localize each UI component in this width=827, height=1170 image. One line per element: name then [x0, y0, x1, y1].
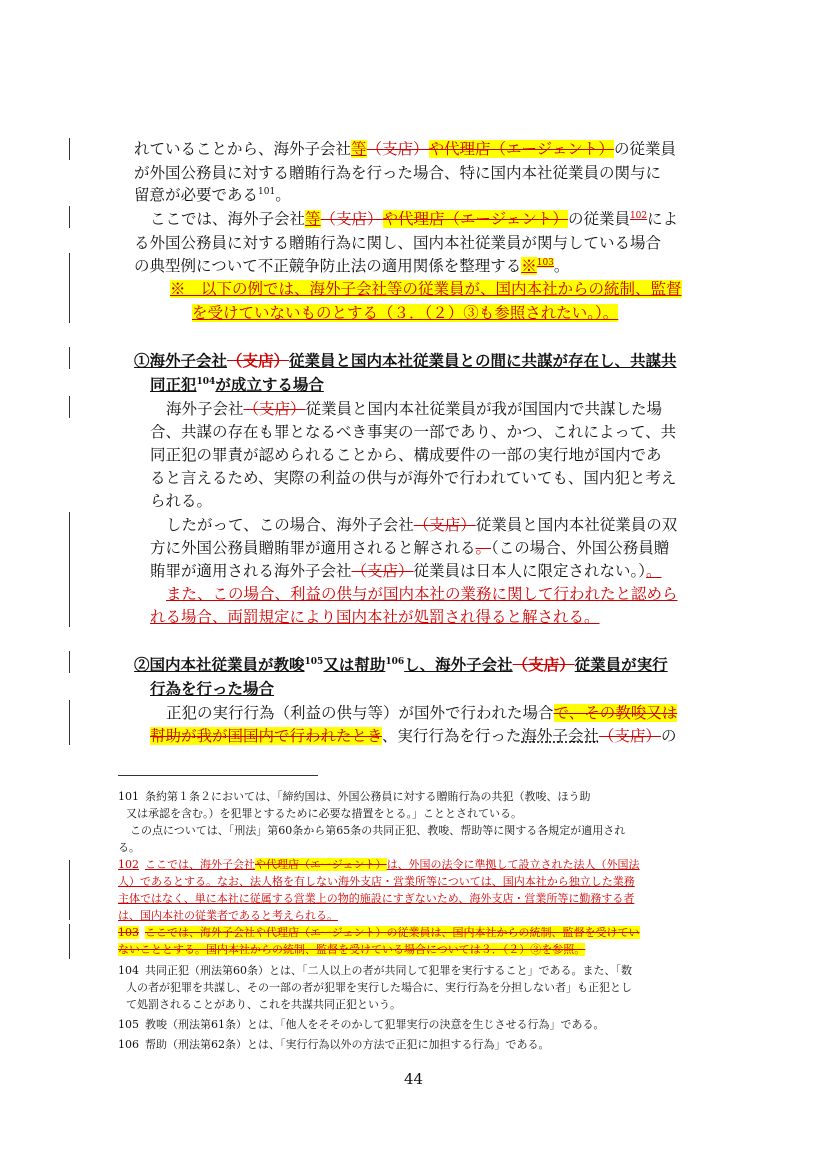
change-bar	[69, 700, 70, 745]
note-line	[192, 302, 709, 324]
text: 方に外国公務員贈賄罪が適用されると解される	[150, 539, 476, 557]
text-line	[150, 514, 709, 536]
section-heading	[150, 374, 709, 396]
text-line	[134, 162, 709, 184]
heading-text: 又は幇助	[323, 655, 386, 674]
footnote-number: 104	[118, 964, 139, 977]
heading-text: ①海外子会社	[134, 351, 228, 370]
text-line	[150, 398, 709, 420]
inserted-text: は、国内本社の従業者であると考えられる。	[118, 909, 338, 922]
text-line	[134, 184, 709, 206]
inserted-text: 等	[305, 210, 321, 228]
footnote-103	[118, 924, 709, 941]
footnote-102	[118, 890, 709, 907]
heading-text: 従業員が実行	[574, 655, 668, 674]
inserted-note: を受けていないものとする（３．（２）③も参照されたい。）。	[192, 304, 619, 322]
footnote-101	[118, 788, 709, 805]
change-bar	[69, 651, 70, 673]
footnote-text: 条約第１条２においては、「締約国は、外国公務員に対する贈賄行為の共犯（教唆、ほう助	[145, 790, 591, 803]
footnote-101	[126, 805, 709, 822]
deleted-text: （支店）	[413, 516, 476, 534]
text: れていることから、海外子会社	[134, 140, 352, 158]
heading-text: ②国内本社従業員が教唆	[134, 655, 305, 674]
inserted-text: また、この場合、利益の供与が国内本社の業務に関して行われたと認めら	[166, 585, 678, 603]
inserted-text: 。	[646, 562, 662, 580]
text-line	[150, 490, 709, 512]
section-heading	[134, 350, 709, 372]
text-line	[150, 583, 709, 605]
footnote-103	[118, 941, 709, 958]
deleted-text: や代理店（エージェント）	[428, 140, 614, 158]
deleted-text: ここでは、海外子会社や代理店（エージェント）の従業員は、国内本社からの統制、監督を受けてい	[145, 926, 640, 939]
page-number: 44	[403, 1070, 424, 1088]
text-line	[150, 560, 709, 582]
heading-text: 従業員と国内本社従業員との間に共謀が存在し、共謀共	[289, 351, 677, 370]
change-bar	[69, 512, 70, 627]
footnote-number: 102	[118, 858, 139, 871]
footnote-105	[118, 1016, 709, 1033]
text: 留意が必要である	[134, 186, 259, 204]
text: したがって、この場合、海外子会社	[166, 516, 414, 534]
text-line	[150, 467, 709, 489]
footnote-text: 人の者が犯罪を共謀し、その一部の者が犯罪を実行した場合に、実行行為を分担しない者」も正犯とし	[126, 981, 632, 994]
footnote-104	[118, 962, 709, 979]
footnote-101	[118, 839, 709, 856]
text: （この場合、外国公務員贈	[491, 539, 670, 557]
text: 、実行行為を行った	[381, 727, 522, 745]
text-line	[134, 255, 709, 277]
heading-text: 同正犯	[150, 375, 197, 394]
text-line	[134, 208, 709, 230]
footnote-separator	[118, 775, 318, 776]
footnote-text: この点については、「刑法」第60条から第65条の共同正犯、教唆、帮助等に関する各規定が適用され	[130, 824, 626, 837]
deleted-text: （支店）	[320, 210, 383, 228]
text: 従業員は日本人に限定されない。）	[413, 562, 647, 580]
text: 海外子会社	[521, 727, 599, 745]
text: の従業員	[613, 140, 676, 158]
text-line	[134, 138, 709, 160]
note-line	[170, 278, 709, 300]
footnote-102	[118, 873, 709, 890]
footnote-number: 106	[118, 1038, 139, 1051]
deleted-text: （支店）	[512, 655, 575, 674]
change-bar	[69, 396, 70, 418]
deleted-text: （支店）	[227, 351, 290, 370]
heading-text: 行為を行った場合	[150, 679, 275, 698]
change-bar	[69, 924, 70, 959]
footnote-number: 103	[118, 926, 139, 939]
text-line	[150, 421, 709, 443]
text: 正犯の実行行為（利益の供与等）が国外で行われた場合	[166, 704, 554, 722]
text: 。	[275, 186, 291, 204]
text: の従業員	[567, 210, 630, 228]
inserted-text: れる場合、両罰規定により国内本社が処罰され得ると解される。	[150, 608, 600, 626]
section-heading	[150, 678, 709, 700]
text: 同正犯の罪責が認められることから、構成要件の一部の実行地が国内であ	[150, 446, 662, 464]
change-bar	[69, 860, 70, 920]
footnote-106	[118, 1036, 709, 1053]
text: によ	[647, 210, 679, 228]
section-heading	[134, 654, 709, 676]
text: 。	[553, 257, 570, 275]
footnote-ref[interactable]: 102	[629, 210, 648, 221]
deleted-text: （支店）	[243, 400, 306, 418]
deleted-text: ないこととする。国内本社からの統制、監督を受けている場合については３．（２）③を参照。	[118, 943, 586, 956]
text: の典型例について不正競争防止法の適用関係を整理する	[134, 257, 522, 275]
footnote-102	[118, 907, 709, 924]
inserted-text: ※	[521, 257, 537, 275]
text: る外国公務員に対する贈賄行為に関し、国内本社従業員が関与している場合	[134, 234, 662, 252]
footnote-ref[interactable]: 106	[385, 656, 405, 667]
footnote-text: 共同正犯（刑法第60条）とは、「二人以上の者が共同して犯罪を実行すること」である。また、「数	[145, 964, 632, 977]
text: ここでは、海外子会社	[150, 210, 306, 228]
text-line	[150, 725, 709, 747]
footnote-text: て処罰されることがあり、これを共謀共同正犯という。	[126, 998, 401, 1011]
footnote-number: 101	[118, 790, 139, 803]
text: 従業員と国内本社従業員が我が国国内で共謀した場	[305, 400, 663, 418]
text: が外国公務員に対する贈賄行為を行った場合、特に国内本社従業員の関与に	[134, 164, 662, 182]
inserted-text: 等	[351, 140, 367, 158]
deleted-text: （支店）	[366, 140, 429, 158]
change-bar	[69, 206, 70, 228]
text-line	[134, 232, 709, 254]
footnote-104	[126, 996, 709, 1013]
text: ると言えるため、実際の利益の供与が海外で行われていても、国内犯と考え	[150, 469, 677, 487]
deleted-text: や代理店（エージェント）	[382, 210, 568, 228]
heading-text: が成立する場合	[215, 375, 324, 394]
footnote-ref[interactable]: 105	[304, 656, 324, 667]
footnote-104	[126, 979, 709, 996]
inserted-note: ※ 以下の例では、海外子会社等の従業員が、国内本社からの統制、監督	[170, 280, 682, 298]
inserted-text: 主体ではなく、単に本社に従属する営業上の物的施設にすぎないため、海外支店・営業所等に勤務する者	[118, 892, 635, 905]
deleted-text: 幇助が我が国国内で行われたとき	[150, 727, 382, 745]
text-line	[150, 444, 709, 466]
inserted-text: は、外国の法令に準拠して設立された法人（外国法	[386, 858, 640, 871]
text: 従業員と国内本社従業員の双	[475, 516, 678, 534]
deleted-text: や代理店（エージェント）	[255, 858, 387, 871]
footnote-number: 105	[118, 1018, 139, 1031]
text: 賄罪が適用される海外子会社	[150, 562, 352, 580]
text-line	[150, 606, 709, 628]
footnote-text: 又は承認を含む。）を犯罪とするために必要な措置をとる。」こととされている。	[126, 807, 522, 820]
text: 合、共謀の存在も罪となるべき事実の一部であり、かつ、これによって、共	[150, 423, 677, 441]
footnote-ref[interactable]: 104	[196, 376, 216, 387]
deleted-text: で、その教唆又は	[553, 704, 678, 722]
heading-text: し、海外子会社	[404, 655, 513, 674]
footnote-102	[118, 856, 709, 873]
text: 海外子会社	[166, 400, 244, 418]
footnote-101	[130, 822, 709, 839]
deleted-text: （支店）	[598, 727, 661, 745]
change-bar	[69, 253, 70, 323]
inserted-text: ここでは、海外子会社	[145, 858, 255, 871]
inserted-text: 人）であるとする。なお、法人格を有しない海外支店・営業所等については、国内本社から独立した業務	[118, 875, 635, 888]
text: の	[660, 727, 677, 745]
text-line	[150, 537, 709, 559]
text-line	[150, 702, 709, 724]
change-bar	[69, 138, 70, 160]
footnote-text: 帮助（刑法第62条）とは、「実行行為以外の方法で正犯に加担する行為」である。	[145, 1038, 550, 1051]
deleted-text: 。	[475, 539, 492, 557]
footnote-ref[interactable]: 103	[536, 257, 554, 268]
footnote-text: る。	[118, 841, 140, 854]
footnote-ref[interactable]: 101	[258, 186, 276, 197]
change-bar	[69, 347, 70, 369]
footnote-text: 教唆（刑法第61条）とは、「他人をそそのかして犯罪実行の決意を生じさせる行為」である。	[145, 1018, 605, 1031]
text: られる。	[150, 492, 213, 510]
deleted-text: （支店）	[351, 562, 414, 580]
